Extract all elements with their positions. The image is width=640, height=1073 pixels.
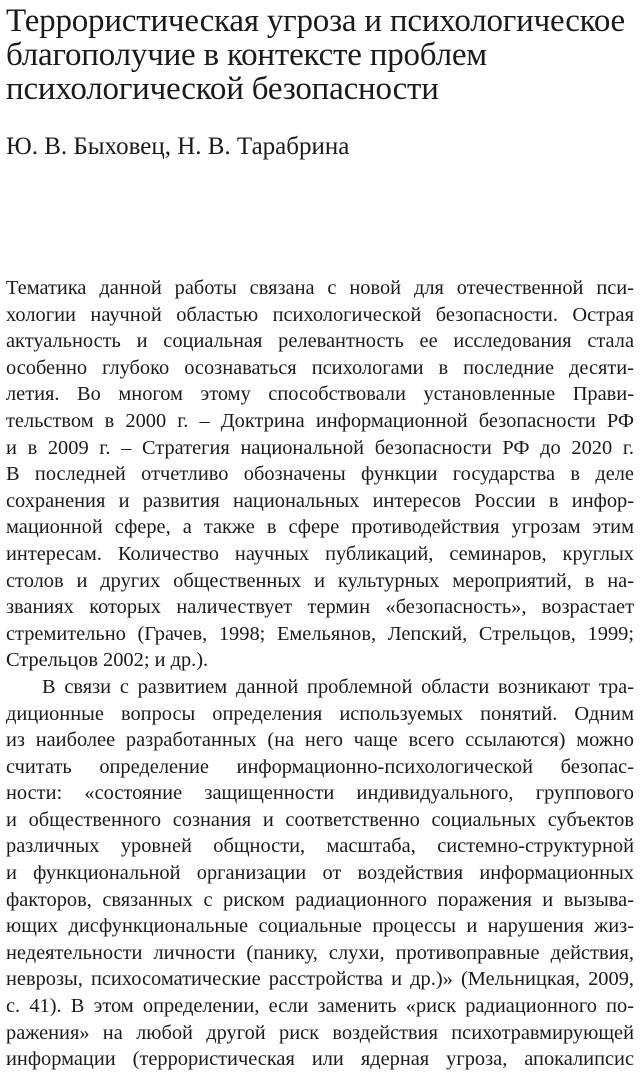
title-line: Террористическая угроза и психологическое — [6, 3, 625, 39]
text-line: особенно глубоко осознаваться психологами в последние десяти- — [6, 356, 634, 379]
text-line: и функциональной организации от воздействия информационных — [6, 862, 634, 885]
text-line: столов и других общественных и культурных мероприятий, в на- — [6, 569, 634, 592]
text-line: из наиболее разработанных (на него чаще всего ссылаются) можно — [6, 729, 634, 752]
text-line: тельством в 2000 г. – Доктрина информационной безопасности РФ — [6, 409, 634, 432]
text-line: ющих дисфункциональные социальные процессы и нарушения жиз- — [6, 915, 634, 938]
text-line: ности: «состояние защищенности индивидуального, группового — [6, 782, 634, 805]
paragraph-2 — [6, 674, 634, 1073]
paragraph-1 — [6, 275, 634, 674]
text-line: с. 41). В этом определении, если заменить «риск радиационного по- — [6, 995, 634, 1018]
text-line: и общественного сознания и соответственно социальных субъектов — [6, 808, 634, 831]
text-line: актуальность и социальная релевантность ее исследования стала — [6, 330, 634, 353]
text-line: считать определение информационно-психологической безопас- — [6, 755, 634, 778]
text-line: ражения» на любой другой риск воздействия психотравмирующей — [6, 1021, 634, 1044]
article-title — [6, 4, 634, 106]
text-line: летия. Во многом этому способствовали установленные Прави- — [6, 383, 634, 406]
text-line: недеятельности личности (панику, слухи, противоправные действия, — [6, 941, 634, 964]
text-line: неврозы, психосоматические расстройства и др.)» (Мельницкая, 2009, — [6, 968, 634, 991]
text-line: стремительно (Грачев, 1998; Емельянов, Лепский, Стрельцов, 1999; — [6, 622, 634, 645]
text-line: информации (террористическая или ядерная угроза, апокалипсис — [6, 1048, 634, 1071]
text-line: интересам. Количество научных публикаций, семинаров, круглых — [6, 542, 634, 565]
article-body — [6, 275, 634, 1073]
title-line: психологической безопасности — [6, 71, 439, 107]
text-line: Стрельцов 2002; и др.). — [6, 649, 209, 672]
text-line: В связи с развитием данной проблемной области возникают тра- — [42, 675, 634, 698]
text-line: и в 2009 г. – Стратегия национальной безопасности РФ до 2020 г. — [6, 436, 634, 459]
text-line: хологии научной областью психологической безопасности. Острая — [6, 303, 634, 326]
title-line: благополучие в контексте проблем — [6, 37, 487, 73]
text-line: сохранения и развития национальных интересов России в инфор- — [6, 489, 634, 512]
text-line: различных уровней общности, масштаба, системно-структурной — [6, 835, 634, 858]
text-line: званиях которых наличествует термин «безопасность», возрастает — [6, 596, 634, 619]
text-line: факторов, связанных с риском радиационного поражения и вызыва- — [6, 888, 634, 911]
text-line: В последней отчетливо обозначены функции государства в деле — [6, 463, 634, 486]
text-line: мационной сфере, а также в сфере противодействия угрозам этим — [6, 516, 634, 539]
text-line: диционные вопросы определения используемых понятий. Одним — [6, 702, 634, 725]
text-line: Тематика данной работы связана с новой для отечественной пси- — [6, 277, 634, 299]
article-authors: Ю. В. Быховец, Н. В. Тарабрина — [6, 133, 350, 160]
